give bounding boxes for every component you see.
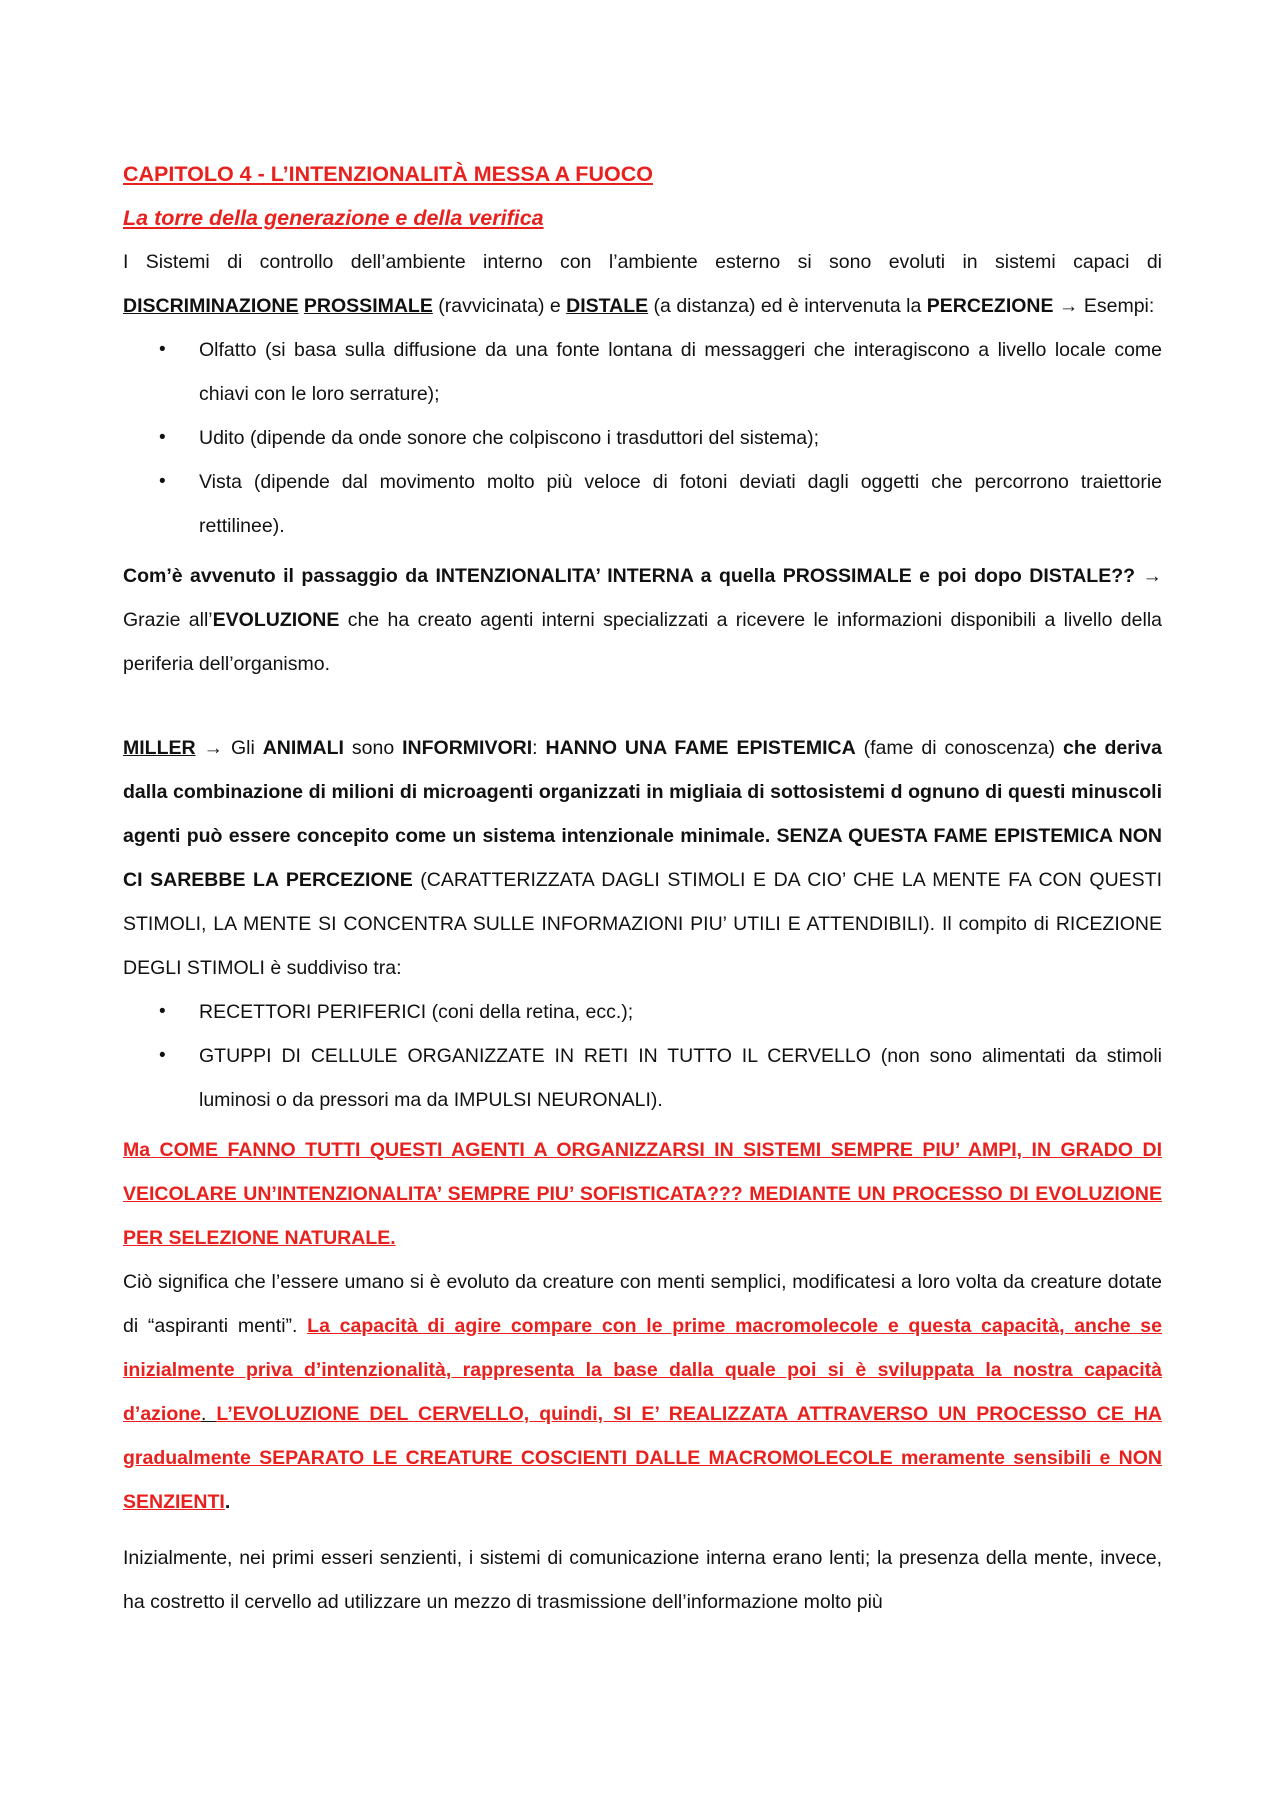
- text-span: (fame di conoscenza): [855, 737, 1063, 759]
- text-span: :: [532, 737, 546, 759]
- keyword-fame-epistemica: HANNO UNA FAME EPISTEMICA: [545, 737, 856, 759]
- paragraph-miller: [123, 726, 1162, 990]
- arrow-icon: →: [1135, 565, 1163, 587]
- senses-list: [123, 328, 1162, 548]
- text-span: .: [224, 1491, 231, 1513]
- list-item-text: Vista (dipende dal movimento molto più veloce di fotoni deviati dagli oggetti che percorrono traiettorie rettilinee).: [199, 471, 1162, 537]
- text-span: Grazie all’: [123, 609, 213, 631]
- chapter-title: CAPITOLO 4 - L’INTENZIONALITÀ MESSA A FUOCO: [123, 162, 653, 186]
- paragraph-natural-selection: Ma COME FANNO TUTTI QUESTI AGENTI A ORGANIZZARSI IN SISTEMI SEMPRE PIU’ AMPI, IN GRADO DI VEICOLARE UN’INTENZIONALITA’ SEMPRE PIU’ SOFISTICATA??? MEDIANTE UN PROCESSO DI EVOLUZIONE PER SELEZIONE NATURALE.: [123, 1139, 1162, 1249]
- keyword-evoluzione: EVOLUZIONE: [212, 609, 340, 631]
- bullet-icon: •: [159, 427, 166, 448]
- list-item: [159, 1034, 1162, 1122]
- text-span: (a distanza) ed è intervenuta la: [648, 295, 927, 317]
- list-item-text: Olfatto (si basa sulla diffusione da una fonte lontana di messaggeri che interagiscono a livello locale come chiavi con le loro serrature);: [199, 339, 1162, 405]
- highlight-capacity: La capacità di agire compare con le prime macromolecole e questa capacità, anche se inizialmente priva d’intenzionalità, rappresenta la base dalla quale poi si è sviluppata la nostra capacità d’azione: [123, 1315, 1162, 1425]
- keyword-percezione: PERCEZIONE: [926, 295, 1054, 317]
- text-span: .: [201, 1403, 217, 1425]
- keyword-discriminazione: DISCRIMINAZIONE: [123, 295, 299, 317]
- text-span: → Esempi:: [1053, 295, 1155, 317]
- bullet-icon: •: [159, 1001, 166, 1022]
- bullet-icon: •: [159, 471, 166, 492]
- highlight-brain-evolution: L’EVOLUZIONE DEL CERVELLO, quindi, SI E’ REALIZZATA ATTRAVERSO UN PROCESSO CE HA gradualmente SEPARATO LE CREATURE COSCIENTI DALLE MACROMOLECOLE meramente sensibili e NON SENZIENTI: [123, 1403, 1162, 1513]
- list-item-text: RECETTORI PERIFERICI (coni della retina, ecc.);: [199, 1001, 634, 1023]
- text-span: → Gli: [195, 737, 263, 759]
- list-item-text: Udito (dipende da onde sonore che colpiscono i trasduttori del sistema);: [199, 427, 820, 449]
- text-span: (CARATTERIZZATA DAGLI STIMOLI E DA CIO’ CHE LA MENTE FA CON QUESTI STIMOLI, LA MENTE SI CONCENTRA SULLE INFORMAZIONI PIU’ UTILI E ATTENDIBILI). Il compito di RICEZIONE DEGLI STIMOLI è suddiviso tra:: [123, 869, 1162, 979]
- keyword-prossimale: PROSSIMALE: [303, 295, 433, 317]
- receptors-list: [123, 990, 1162, 1122]
- list-item: [159, 990, 1162, 1034]
- paragraph-macromolecules: [123, 1260, 1162, 1524]
- keyword-distale: DISTALE: [566, 295, 649, 317]
- keyword-miller: MILLER: [123, 737, 196, 759]
- text-span: Ciò significa che l’essere umano si è evoluto da creature con menti semplici, modificatesi a loro volta da creature dotate di “aspiranti menti”.: [123, 1271, 1162, 1337]
- text-span: sono: [343, 737, 403, 759]
- bold-passage: che deriva dalla combinazione di milioni di microagenti organizzati in migliaia di sottosistemi d ognuno di questi minuscoli agenti può essere concepito come un sistema intenzionale minimale. SENZA QUESTA FAME EPISTEMICA NON CI SAREBBE LA PERCEZIONE: [123, 737, 1162, 891]
- question-text: Com’è avvenuto il passaggio da INTENZIONALITA’ INTERNA a quella PROSSIMALE e poi dopo DISTALE??: [123, 565, 1136, 587]
- text-span: che ha creato agenti interni specializzati a ricevere le informazioni disponibili a livello della periferia dell’organismo.: [123, 609, 1162, 675]
- list-item-text: GTUPPI DI CELLULE ORGANIZZATE IN RETI IN TUTTO IL CERVELLO (non sono alimentati da stimoli luminosi o da pressori ma da IMPULSI NEURONALI).: [199, 1045, 1162, 1111]
- keyword-animali: ANIMALI: [262, 737, 344, 759]
- bullet-icon: •: [159, 1045, 166, 1066]
- list-item: [159, 416, 1162, 460]
- list-item: [159, 460, 1162, 548]
- text-span: I Sistemi di controllo dell’ambiente interno con l’ambiente esterno si sono evoluti in sistemi capaci di: [123, 251, 1162, 273]
- keyword-informivori: INFORMIVORI: [402, 737, 533, 759]
- list-item: [159, 328, 1162, 416]
- bullet-icon: •: [159, 339, 166, 360]
- paragraph-perception: [123, 240, 1162, 328]
- paragraph-communication: Inizialmente, nei primi esseri senzienti, i sistemi di comunicazione interna erano lenti; la presenza della mente, invece, ha costretto il cervello ad utilizzare un mezzo di trasmissione dell’informazione molto più: [123, 1547, 1162, 1613]
- text-span: (ravvicinata) e: [432, 295, 567, 317]
- section-title: La torre della generazione e della verifica: [123, 206, 544, 230]
- paragraph-question-evolution: [123, 554, 1162, 686]
